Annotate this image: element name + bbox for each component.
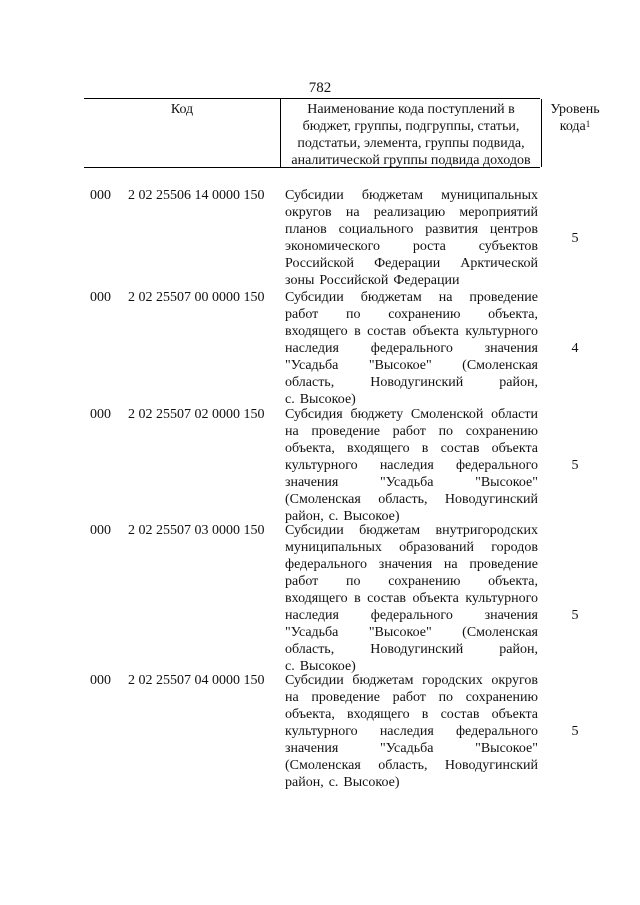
row-level: 5 xyxy=(571,230,579,246)
row-income-code: 2 02 25506 14 0000 150 xyxy=(128,188,265,203)
row-name-line: объекта, входящего в состав объекта xyxy=(285,441,538,456)
row-income-name xyxy=(285,522,538,675)
row-name-line: на проведение работ по сохранению xyxy=(285,690,538,705)
row-name-line: работ по сохранению объекта, xyxy=(285,574,538,589)
row-name-line: область, Новодугинский район, xyxy=(285,642,538,657)
row-name-line: Субсидии бюджетам внутригородских xyxy=(285,523,538,538)
row-income-name xyxy=(285,289,538,408)
header-name-line: бюджет, группы, подгруппы, статьи, xyxy=(302,119,520,134)
row-admin-code: 000 xyxy=(90,673,111,688)
row-name-line: Российской Федерации Арктической xyxy=(285,256,538,271)
row-name-line: входящего в состав объекта культурного xyxy=(285,591,538,606)
page-number: 782 xyxy=(308,80,332,96)
row-admin-code: 000 xyxy=(90,188,111,203)
row-income-code: 2 02 25507 04 0000 150 xyxy=(128,673,265,688)
row-name-line: область, Новодугинский район, xyxy=(285,375,538,390)
row-name-line: Субсидии бюджетам муниципальных xyxy=(285,188,538,203)
row-income-name xyxy=(285,187,538,289)
row-name-line: культурного наследия федерального xyxy=(285,724,538,739)
row-admin-code: 000 xyxy=(90,407,111,422)
row-name-line: зоны Российской Федерации xyxy=(285,273,460,288)
header-name-line: Наименование кода поступлений в xyxy=(307,102,515,117)
row-level: 5 xyxy=(571,724,579,739)
row-income-name xyxy=(285,406,538,525)
row-name-line: округов на реализацию мероприятий xyxy=(285,205,538,220)
header-name-line: аналитической группы подвида доходов xyxy=(291,153,531,168)
header-name xyxy=(280,99,542,167)
row-name-line: культурного наследия федерального xyxy=(285,458,538,473)
header-level xyxy=(544,101,606,135)
row-name-line: район, с. Высокое) xyxy=(285,775,400,790)
row-name-line: Субсидия бюджету Смоленской области xyxy=(285,407,538,422)
row-name-line: с. Высокое) xyxy=(285,659,356,674)
header-code: Код xyxy=(170,102,194,117)
row-name-line: Субсидии бюджетам городских округов xyxy=(285,673,538,688)
row-level: 5 xyxy=(571,458,579,473)
row-name-line: значения "Усадьба "Высокое" xyxy=(285,475,538,490)
row-name-line: объекта, входящего в состав объекта xyxy=(285,707,538,722)
footnote-marker: 1 xyxy=(585,119,591,129)
row-name-line: наследия федерального значения xyxy=(285,341,538,356)
row-name-line: входящего в состав объекта культурного xyxy=(285,324,538,339)
row-name-line: (Смоленская область, Новодугинский xyxy=(285,492,538,507)
row-name-line: работ по сохранению объекта, xyxy=(285,307,538,322)
row-name-line: экономического роста субъектов xyxy=(285,239,538,254)
row-level: 4 xyxy=(571,341,579,356)
row-name-line: район, с. Высокое) xyxy=(285,509,400,524)
header-name-line: подстатьи, элемента, группы подвида, xyxy=(297,136,525,151)
row-income-code: 2 02 25507 00 0000 150 xyxy=(128,290,265,305)
row-name-line: "Усадьба "Высокое" (Смоленская xyxy=(285,358,538,373)
row-name-line: Субсидии бюджетам на проведение xyxy=(285,290,538,305)
row-level: 5 xyxy=(571,608,579,623)
row-income-code: 2 02 25507 02 0000 150 xyxy=(128,407,265,422)
row-name-line: на проведение работ по сохранению xyxy=(285,424,538,439)
row-name-line: с. Высокое) xyxy=(285,392,356,407)
row-income-name xyxy=(285,672,538,791)
row-name-line: муниципальных образований городов xyxy=(285,540,538,555)
row-admin-code: 000 xyxy=(90,523,111,538)
row-name-line: "Усадьба "Высокое" (Смоленская xyxy=(285,625,538,640)
row-name-line: значения "Усадьба "Высокое" xyxy=(285,741,538,756)
table-header xyxy=(84,98,600,168)
row-name-line: наследия федерального значения xyxy=(285,608,538,623)
header-level-line: Уровень xyxy=(550,102,600,117)
row-admin-code: 000 xyxy=(90,290,111,305)
row-income-code: 2 02 25507 03 0000 150 xyxy=(128,523,265,538)
row-name-line: планов социального развития центров xyxy=(285,222,538,237)
header-level-line xyxy=(544,118,606,135)
row-name-line: федерального значения на проведение xyxy=(285,557,538,572)
header-level-word: кода xyxy=(559,119,586,134)
row-name-line: (Смоленская область, Новодугинский xyxy=(285,758,538,773)
